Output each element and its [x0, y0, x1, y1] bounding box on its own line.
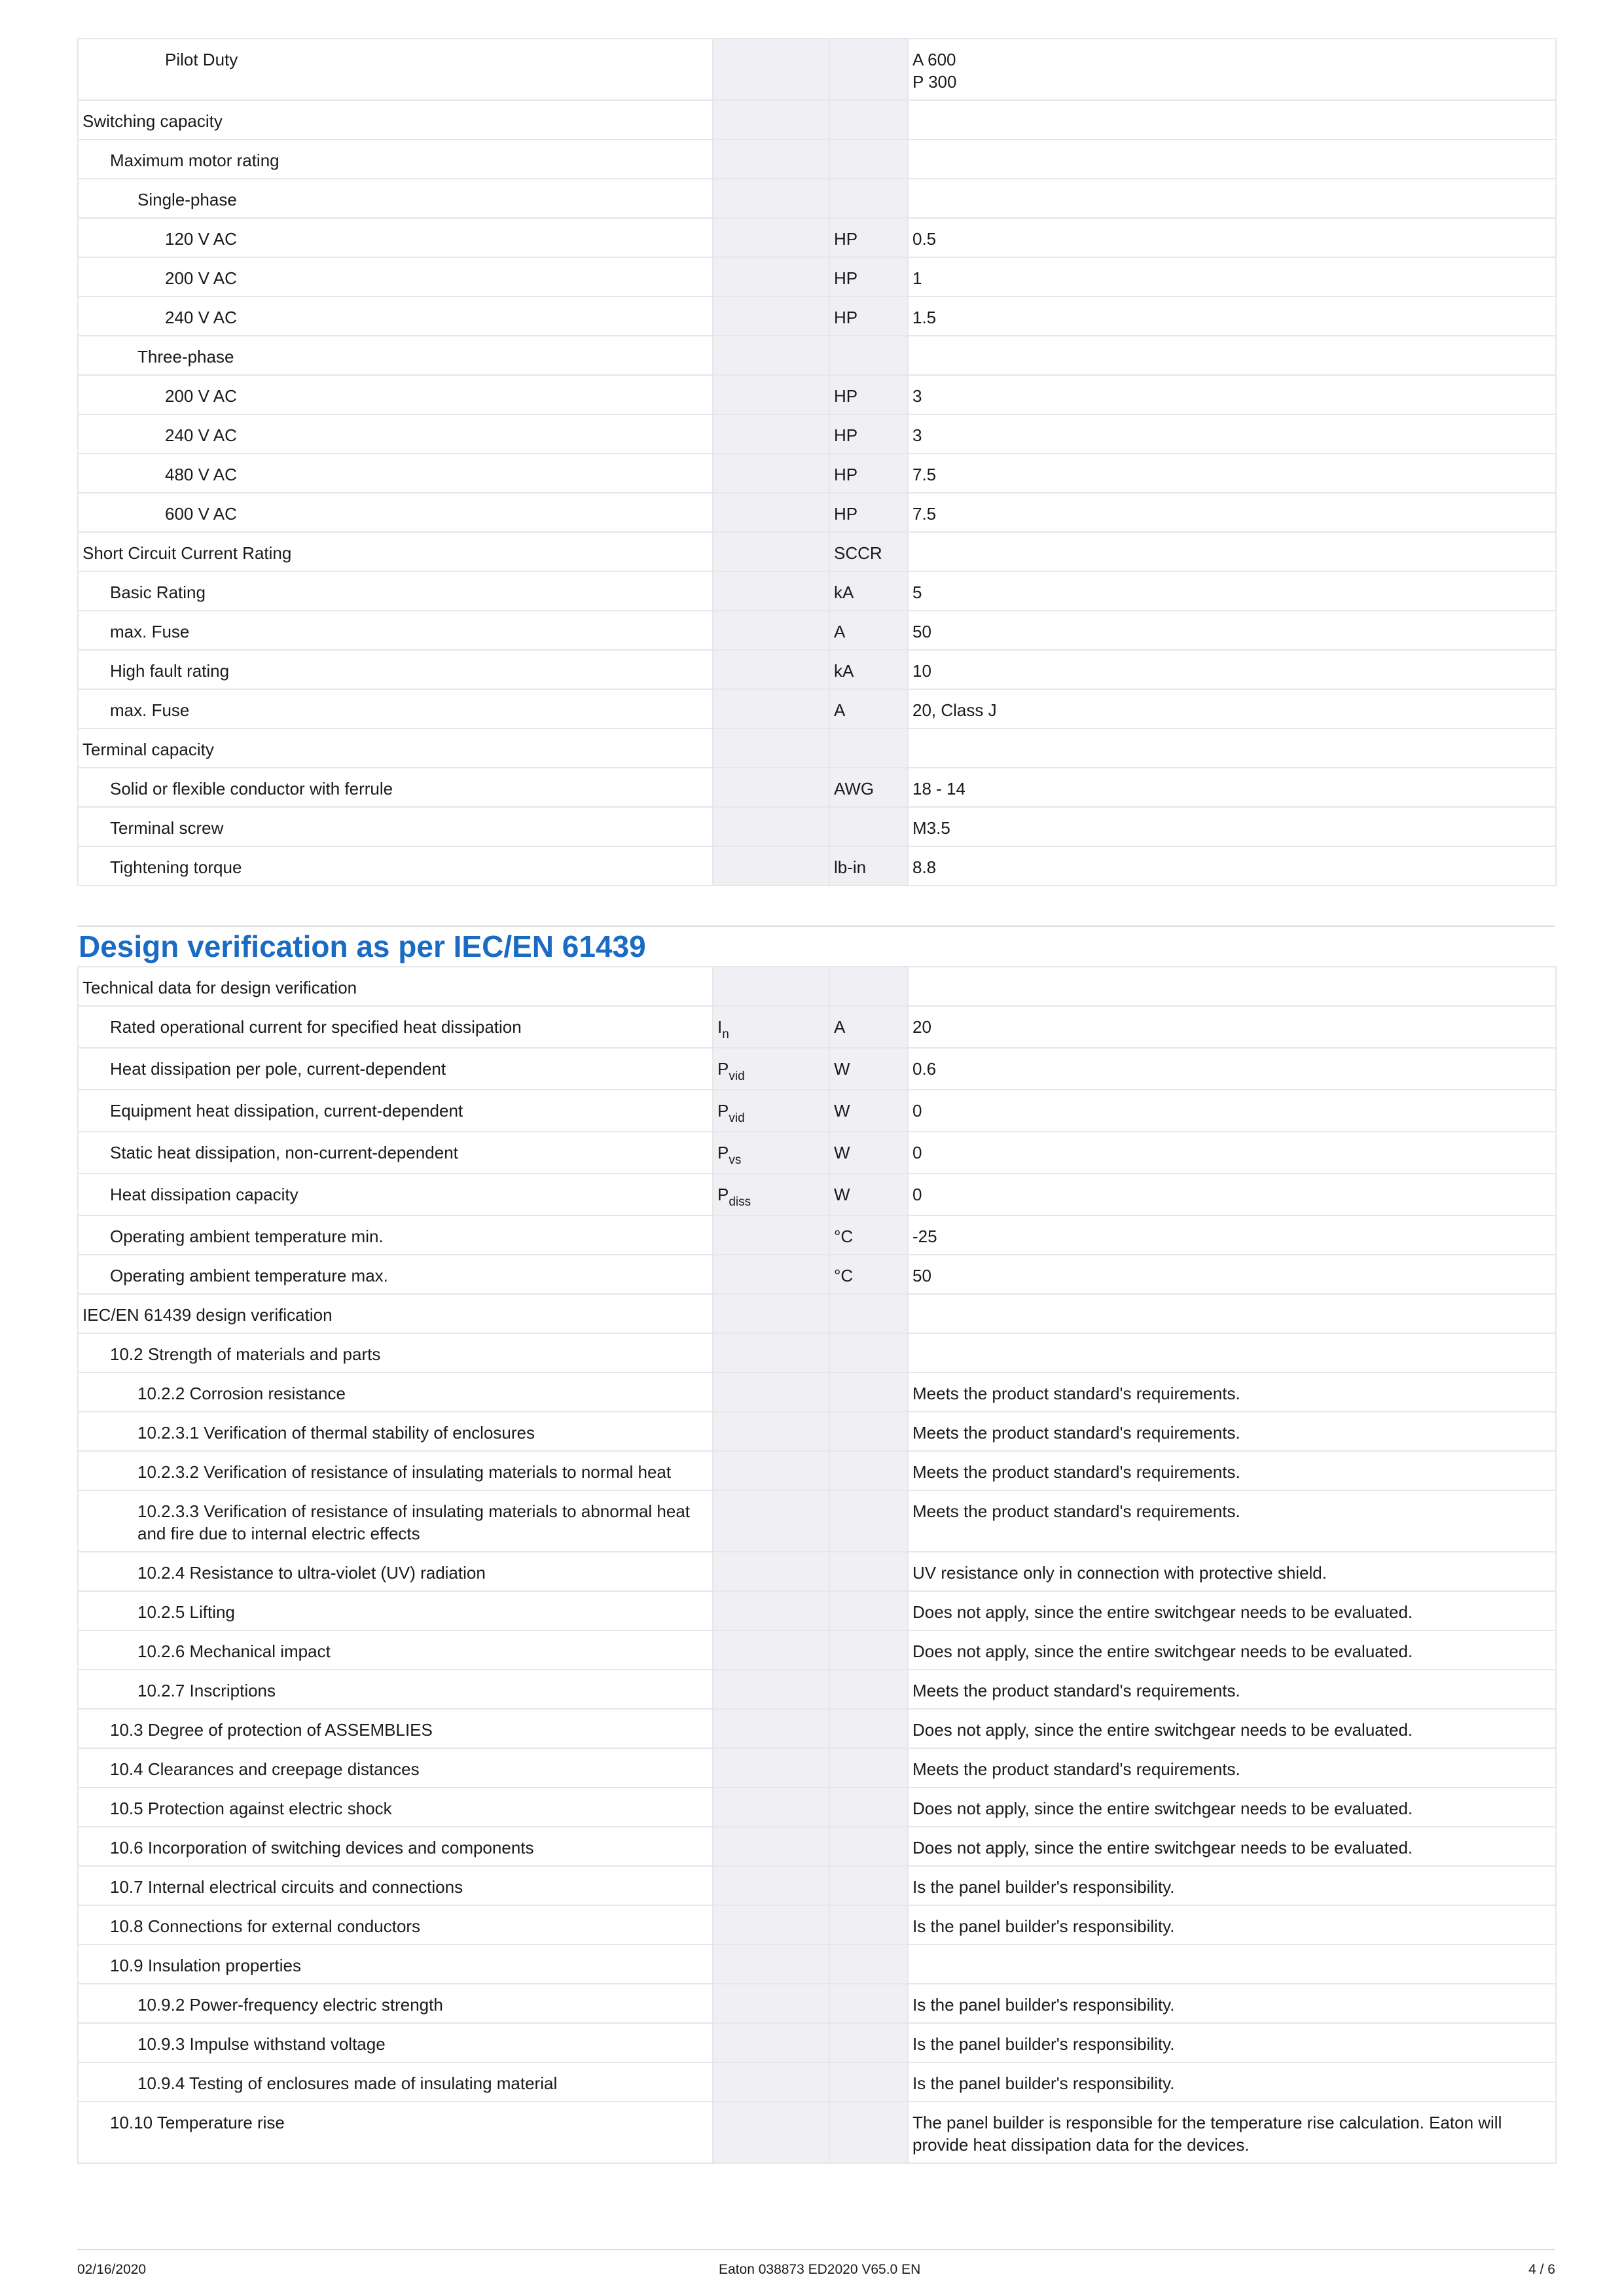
row-unit: HP	[829, 493, 908, 532]
row-symbol	[713, 1174, 829, 1215]
row-value	[908, 336, 1556, 375]
row-value: Is the panel builder's responsibility.	[908, 1984, 1556, 2023]
row-unit: SCCR	[829, 532, 908, 571]
row-unit	[829, 1787, 908, 1827]
table-row	[78, 493, 1556, 532]
row-symbol	[713, 689, 829, 728]
row-value	[908, 1294, 1556, 1333]
table-row	[78, 571, 1556, 611]
row-symbol	[713, 2062, 829, 2102]
row-label: 480 V AC	[78, 454, 713, 493]
row-label: 10.6 Incorporation of switching devices and components	[78, 1827, 713, 1866]
row-unit	[829, 1333, 908, 1372]
row-value	[908, 1945, 1556, 1984]
row-unit	[829, 336, 908, 375]
footer-date: 02/16/2020	[77, 2262, 147, 2277]
row-value: 18 - 14	[908, 768, 1556, 807]
row-unit	[829, 100, 908, 139]
row-unit	[829, 1294, 908, 1333]
table-row	[78, 1215, 1556, 1255]
section-title-design-verification: Design verification as per IEC/EN 61439	[79, 929, 646, 963]
row-value: 20, Class J	[908, 689, 1556, 728]
row-label: 10.2.7 Inscriptions	[78, 1670, 713, 1709]
row-label: Equipment heat dissipation, current-dependent	[78, 1090, 713, 1132]
table-row	[78, 1552, 1556, 1591]
row-label: 10.2 Strength of materials and parts	[78, 1333, 713, 1372]
row-symbol	[713, 1294, 829, 1333]
row-label: Terminal screw	[78, 807, 713, 846]
row-symbol	[713, 1945, 829, 1984]
row-value: 20	[908, 1006, 1556, 1048]
row-symbol	[713, 846, 829, 886]
row-value: Does not apply, since the entire switchgear needs to be evaluated.	[908, 1709, 1556, 1748]
table-row	[78, 1905, 1556, 1945]
table-row	[78, 414, 1556, 454]
table-row	[78, 1748, 1556, 1787]
row-label: 10.9.2 Power-frequency electric strength	[78, 1984, 713, 2023]
table-row	[78, 139, 1556, 179]
row-unit: A	[829, 689, 908, 728]
row-value: 5	[908, 571, 1556, 611]
row-value: 50	[908, 1255, 1556, 1294]
row-symbol	[713, 807, 829, 846]
table-row	[78, 846, 1556, 886]
table-row	[78, 1132, 1556, 1174]
row-unit	[829, 807, 908, 846]
row-unit: kA	[829, 650, 908, 689]
row-value: 8.8	[908, 846, 1556, 886]
row-label: Static heat dissipation, non-current-dependent	[78, 1132, 713, 1174]
row-label: Three-phase	[78, 336, 713, 375]
table-row	[78, 1294, 1556, 1333]
row-symbol	[713, 967, 829, 1006]
row-symbol	[713, 100, 829, 139]
table-row	[78, 1866, 1556, 1905]
row-symbol	[713, 1984, 829, 2023]
row-value: Does not apply, since the entire switchgear needs to be evaluated.	[908, 1630, 1556, 1670]
table-row	[78, 1827, 1556, 1866]
row-symbol	[713, 296, 829, 336]
row-label: 10.9.4 Testing of enclosures made of insulating material	[78, 2062, 713, 2102]
table-row	[78, 1412, 1556, 1451]
table-row	[78, 179, 1556, 218]
symbol-subscript: diss	[729, 1195, 751, 1209]
table-row	[78, 375, 1556, 414]
table-row	[78, 336, 1556, 375]
row-label: Maximum motor rating	[78, 139, 713, 179]
row-unit: °C	[829, 1255, 908, 1294]
row-symbol	[713, 1748, 829, 1787]
row-label: 10.8 Connections for external conductors	[78, 1905, 713, 1945]
table-row	[78, 1372, 1556, 1412]
row-label: 120 V AC	[78, 218, 713, 257]
row-label: 10.2.3.3 Verification of resistance of insulating materials to abnormal heat and fire due to internal electric effects	[78, 1490, 713, 1552]
symbol-text: P	[717, 1101, 729, 1121]
row-symbol	[713, 1787, 829, 1827]
row-symbol	[713, 728, 829, 768]
row-unit: AWG	[829, 768, 908, 807]
row-symbol	[713, 1490, 829, 1552]
table-row	[78, 1333, 1556, 1372]
row-label: 10.7 Internal electrical circuits and connections	[78, 1866, 713, 1905]
row-unit	[829, 2102, 908, 2163]
row-label: Rated operational current for specified heat dissipation	[78, 1006, 713, 1048]
row-value	[908, 100, 1556, 139]
design-verification-table	[77, 966, 1557, 2164]
symbol-text: P	[717, 1059, 729, 1079]
table-row	[78, 296, 1556, 336]
datasheet-page	[77, 38, 1555, 2164]
table-row	[78, 728, 1556, 768]
row-symbol	[713, 1866, 829, 1905]
row-symbol	[713, 218, 829, 257]
row-symbol	[713, 39, 829, 100]
row-symbol	[713, 336, 829, 375]
table-row	[78, 1787, 1556, 1827]
row-value: 0	[908, 1174, 1556, 1215]
row-value: 10	[908, 650, 1556, 689]
row-unit	[829, 1905, 908, 1945]
row-value: Does not apply, since the entire switchgear needs to be evaluated.	[908, 1787, 1556, 1827]
row-unit: W	[829, 1090, 908, 1132]
row-symbol	[713, 179, 829, 218]
row-value: The panel builder is responsible for the temperature rise calculation. Eaton will provide heat dissipation data for the devices.	[908, 2102, 1556, 2163]
table-row	[78, 532, 1556, 571]
row-unit: HP	[829, 375, 908, 414]
table-row	[78, 1709, 1556, 1748]
row-label: 10.2.6 Mechanical impact	[78, 1630, 713, 1670]
row-unit: HP	[829, 296, 908, 336]
row-value: Meets the product standard's requirements.	[908, 1670, 1556, 1709]
symbol-subscript: n	[722, 1028, 729, 1041]
row-label: Operating ambient temperature min.	[78, 1215, 713, 1255]
row-label: 600 V AC	[78, 493, 713, 532]
row-label: 200 V AC	[78, 257, 713, 296]
row-unit	[829, 1412, 908, 1451]
table-row	[78, 257, 1556, 296]
symbol-text: P	[717, 1143, 729, 1162]
row-symbol	[713, 1372, 829, 1412]
row-unit	[829, 1490, 908, 1552]
row-value: 1.5	[908, 296, 1556, 336]
symbol-subscript: vid	[729, 1111, 745, 1125]
row-value: UV resistance only in connection with protective shield.	[908, 1552, 1556, 1591]
row-value: 1	[908, 257, 1556, 296]
row-value: Is the panel builder's responsibility.	[908, 1866, 1556, 1905]
row-value	[908, 1333, 1556, 1372]
row-label: 10.9.3 Impulse withstand voltage	[78, 2023, 713, 2062]
row-unit	[829, 1945, 908, 1984]
table-row	[78, 1255, 1556, 1294]
row-symbol	[713, 1132, 829, 1174]
row-label: IEC/EN 61439 design verification	[78, 1294, 713, 1333]
row-value: Meets the product standard's requirements.	[908, 1490, 1556, 1552]
row-label: 10.2.3.1 Verification of thermal stability of enclosures	[78, 1412, 713, 1451]
row-value: Does not apply, since the entire switchgear needs to be evaluated.	[908, 1827, 1556, 1866]
row-unit: °C	[829, 1215, 908, 1255]
table-row	[78, 2102, 1556, 2163]
row-label: Single-phase	[78, 179, 713, 218]
row-unit	[829, 39, 908, 100]
row-symbol	[713, 1333, 829, 1372]
row-unit: HP	[829, 454, 908, 493]
row-value	[908, 728, 1556, 768]
row-symbol	[713, 1552, 829, 1591]
row-label: 240 V AC	[78, 296, 713, 336]
table-row	[78, 39, 1556, 100]
row-unit	[829, 1866, 908, 1905]
symbol-subscript: vs	[729, 1153, 742, 1167]
row-label: Pilot Duty	[78, 39, 713, 100]
row-unit	[829, 2062, 908, 2102]
row-label: 240 V AC	[78, 414, 713, 454]
row-label: 10.4 Clearances and creepage distances	[78, 1748, 713, 1787]
row-value: Does not apply, since the entire switchgear needs to be evaluated.	[908, 1591, 1556, 1630]
row-label: Switching capacity	[78, 100, 713, 139]
symbol-subscript: vid	[729, 1069, 745, 1083]
row-label: max. Fuse	[78, 689, 713, 728]
symbol-text: I	[717, 1017, 723, 1037]
table-row	[78, 1984, 1556, 2023]
row-label: Heat dissipation per pole, current-dependent	[78, 1048, 713, 1090]
switching-capacity-table	[77, 38, 1557, 886]
row-label: Basic Rating	[78, 571, 713, 611]
row-unit: HP	[829, 414, 908, 454]
symbol-text: P	[717, 1185, 729, 1204]
row-label: 10.2.5 Lifting	[78, 1591, 713, 1630]
row-unit	[829, 1670, 908, 1709]
table-row	[78, 768, 1556, 807]
table-row	[78, 1630, 1556, 1670]
table-row	[78, 2062, 1556, 2102]
row-value	[908, 139, 1556, 179]
table-row	[78, 1490, 1556, 1552]
row-unit	[829, 2023, 908, 2062]
row-label: 10.3 Degree of protection of ASSEMBLIES	[78, 1709, 713, 1748]
table-row	[78, 1451, 1556, 1490]
row-value	[908, 967, 1556, 1006]
table-row	[78, 611, 1556, 650]
row-unit	[829, 1984, 908, 2023]
row-symbol	[713, 1709, 829, 1748]
row-symbol	[713, 1412, 829, 1451]
row-unit	[829, 1827, 908, 1866]
row-label: Heat dissipation capacity	[78, 1174, 713, 1215]
table-row	[78, 218, 1556, 257]
table-row	[78, 1945, 1556, 1984]
row-label: Technical data for design verification	[78, 967, 713, 1006]
table-row	[78, 1048, 1556, 1090]
row-label: Operating ambient temperature max.	[78, 1255, 713, 1294]
table-row	[78, 1090, 1556, 1132]
table-row	[78, 100, 1556, 139]
row-value: 3	[908, 414, 1556, 454]
footer-page-number: 4 / 6	[1528, 2262, 1555, 2277]
row-label: 10.10 Temperature rise	[78, 2102, 713, 2163]
row-unit	[829, 1709, 908, 1748]
row-symbol	[713, 1827, 829, 1866]
table-row	[78, 689, 1556, 728]
row-label: 10.5 Protection against electric shock	[78, 1787, 713, 1827]
table-row	[78, 1670, 1556, 1709]
row-value: Is the panel builder's responsibility.	[908, 1905, 1556, 1945]
row-value: 0.6	[908, 1048, 1556, 1090]
row-value: Meets the product standard's requirements.	[908, 1412, 1556, 1451]
row-unit	[829, 1552, 908, 1591]
table-row	[78, 454, 1556, 493]
row-unit: lb-in	[829, 846, 908, 886]
row-value	[908, 532, 1556, 571]
row-unit: HP	[829, 218, 908, 257]
row-label: 10.2.3.2 Verification of resistance of insulating materials to normal heat	[78, 1451, 713, 1490]
row-value: 3	[908, 375, 1556, 414]
row-label: Short Circuit Current Rating	[78, 532, 713, 571]
row-unit	[829, 179, 908, 218]
footer-document-id: Eaton 038873 ED2020 V65.0 EN	[719, 2262, 921, 2277]
row-symbol	[713, 571, 829, 611]
row-value: Meets the product standard's requirements.	[908, 1372, 1556, 1412]
table-row	[78, 967, 1556, 1006]
row-symbol	[713, 375, 829, 414]
page-footer	[77, 2249, 1555, 2277]
row-symbol	[713, 1591, 829, 1630]
row-value: 7.5	[908, 493, 1556, 532]
row-value: 0	[908, 1132, 1556, 1174]
row-symbol	[713, 257, 829, 296]
row-symbol	[713, 2102, 829, 2163]
table-row	[78, 1006, 1556, 1048]
row-value: Is the panel builder's responsibility.	[908, 2023, 1556, 2062]
row-value: M3.5	[908, 807, 1556, 846]
row-symbol	[713, 414, 829, 454]
row-symbol	[713, 1006, 829, 1048]
row-unit	[829, 1372, 908, 1412]
row-label: Tightening torque	[78, 846, 713, 886]
row-symbol	[713, 1451, 829, 1490]
row-symbol	[713, 1905, 829, 1945]
row-label: 10.2.4 Resistance to ultra-violet (UV) radiation	[78, 1552, 713, 1591]
row-value: Is the panel builder's responsibility.	[908, 2062, 1556, 2102]
row-symbol	[713, 2023, 829, 2062]
row-unit	[829, 1451, 908, 1490]
row-label: High fault rating	[78, 650, 713, 689]
row-symbol	[713, 1670, 829, 1709]
row-symbol	[713, 1630, 829, 1670]
row-value: -25	[908, 1215, 1556, 1255]
row-symbol	[713, 1215, 829, 1255]
row-symbol	[713, 532, 829, 571]
table-row	[78, 650, 1556, 689]
row-unit	[829, 1748, 908, 1787]
table-row	[78, 1591, 1556, 1630]
row-unit	[829, 967, 908, 1006]
row-unit: W	[829, 1048, 908, 1090]
row-unit: A	[829, 611, 908, 650]
row-label: max. Fuse	[78, 611, 713, 650]
row-value: 0.5	[908, 218, 1556, 257]
row-unit	[829, 1591, 908, 1630]
row-label: 200 V AC	[78, 375, 713, 414]
row-value: Meets the product standard's requirements.	[908, 1748, 1556, 1787]
row-value	[908, 179, 1556, 218]
row-unit: A	[829, 1006, 908, 1048]
table-row	[78, 807, 1556, 846]
row-unit	[829, 139, 908, 179]
row-unit: kA	[829, 571, 908, 611]
row-label: 10.2.2 Corrosion resistance	[78, 1372, 713, 1412]
row-symbol	[713, 768, 829, 807]
row-symbol	[713, 1090, 829, 1132]
row-value: 50	[908, 611, 1556, 650]
row-value: 0	[908, 1090, 1556, 1132]
row-symbol	[713, 493, 829, 532]
row-unit: W	[829, 1132, 908, 1174]
table-row	[78, 1174, 1556, 1215]
row-value: 7.5	[908, 454, 1556, 493]
row-unit: W	[829, 1174, 908, 1215]
row-unit	[829, 728, 908, 768]
row-symbol	[713, 454, 829, 493]
row-label: Terminal capacity	[78, 728, 713, 768]
row-symbol	[713, 611, 829, 650]
row-value: Meets the product standard's requirements.	[908, 1451, 1556, 1490]
row-value: A 600 P 300	[908, 39, 1556, 100]
table-row	[78, 2023, 1556, 2062]
row-label: 10.9 Insulation properties	[78, 1945, 713, 1984]
row-unit: HP	[829, 257, 908, 296]
row-label: Solid or flexible conductor with ferrule	[78, 768, 713, 807]
row-symbol	[713, 1255, 829, 1294]
row-symbol	[713, 139, 829, 179]
row-unit	[829, 1630, 908, 1670]
row-symbol	[713, 1048, 829, 1090]
row-symbol	[713, 650, 829, 689]
